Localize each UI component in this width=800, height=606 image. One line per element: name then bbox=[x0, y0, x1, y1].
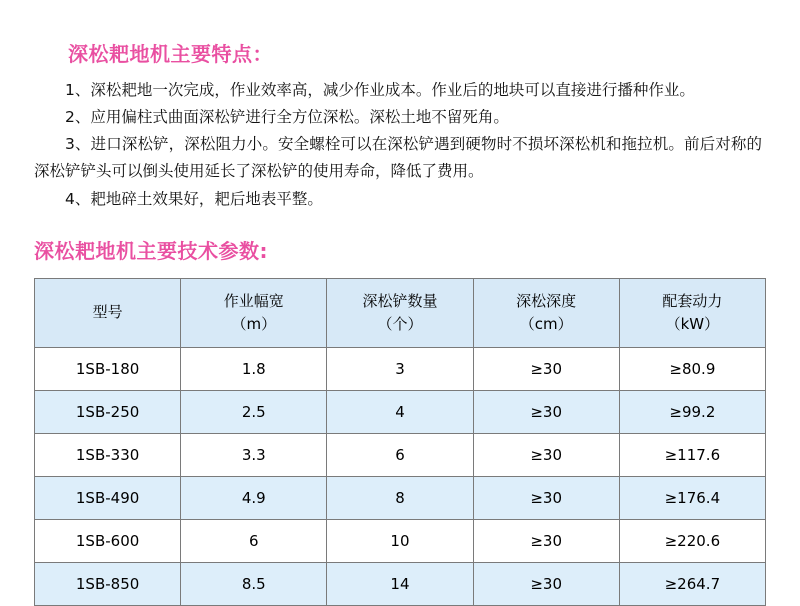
feature-paragraph-4 bbox=[34, 186, 766, 213]
feature-paragraph-1 bbox=[34, 77, 766, 104]
cell-depth: ≥30 bbox=[473, 476, 619, 519]
cell-power: ≥264.7 bbox=[619, 562, 765, 605]
column-header-power bbox=[619, 278, 765, 347]
column-header-depth-unit: （cm） bbox=[519, 314, 573, 333]
cell-model: 1SB-600 bbox=[35, 519, 181, 562]
cell-working-width: 6 bbox=[181, 519, 327, 562]
table-row bbox=[35, 562, 766, 605]
column-header-depth bbox=[473, 278, 619, 347]
table-body bbox=[35, 347, 766, 605]
cell-depth: ≥30 bbox=[473, 519, 619, 562]
column-header-working-width bbox=[181, 278, 327, 347]
cell-depth: ≥30 bbox=[473, 562, 619, 605]
column-header-depth-name: 深松深度 bbox=[516, 292, 577, 311]
cell-working-width: 4.9 bbox=[181, 476, 327, 519]
features-heading: 深松耙地机主要特点： bbox=[68, 42, 273, 66]
cell-shovel-count: 14 bbox=[327, 562, 473, 605]
column-header-model-name: 型号 bbox=[92, 303, 123, 322]
cell-shovel-count: 6 bbox=[327, 433, 473, 476]
table-row bbox=[35, 519, 766, 562]
cell-shovel-count: 4 bbox=[327, 390, 473, 433]
feature-paragraph-2 bbox=[34, 104, 766, 131]
feature-text-1: 1、深松耙地一次完成，作业效率高，减少作业成本。作业后的地块可以直接进行播种作业。 bbox=[65, 81, 695, 99]
column-header-model bbox=[35, 278, 181, 347]
column-header-shovel-count-name: 深松铲数量 bbox=[362, 292, 438, 311]
column-header-working-width-unit: （m） bbox=[231, 314, 277, 333]
column-header-shovel-count bbox=[327, 278, 473, 347]
cell-shovel-count: 3 bbox=[327, 347, 473, 390]
column-header-working-width-name: 作业幅宽 bbox=[223, 292, 284, 311]
cell-model: 1SB-490 bbox=[35, 476, 181, 519]
cell-working-width: 1.8 bbox=[181, 347, 327, 390]
specifications-table bbox=[34, 278, 766, 606]
cell-depth: ≥30 bbox=[473, 433, 619, 476]
cell-power: ≥220.6 bbox=[619, 519, 765, 562]
cell-shovel-count: 10 bbox=[327, 519, 473, 562]
table-row bbox=[35, 476, 766, 519]
column-header-power-name: 配套动力 bbox=[662, 292, 723, 311]
cell-working-width: 8.5 bbox=[181, 562, 327, 605]
feature-text-2: 2、应用偏柱式曲面深松铲进行全方位深松。深松土地不留死角。 bbox=[65, 108, 509, 127]
feature-text-4: 4、耙地碎土效果好，耙后地表平整。 bbox=[65, 189, 323, 208]
cell-power: ≥80.9 bbox=[619, 347, 765, 390]
cell-power: ≥99.2 bbox=[619, 390, 765, 433]
feature-paragraph-3 bbox=[34, 131, 766, 185]
cell-power: ≥176.4 bbox=[619, 476, 765, 519]
cell-working-width: 2.5 bbox=[181, 390, 327, 433]
table-header bbox=[35, 278, 766, 347]
table-row bbox=[35, 433, 766, 476]
specs-heading: 深松耙地机主要技术参数: bbox=[34, 238, 268, 263]
table-row bbox=[35, 390, 766, 433]
cell-model: 1SB-180 bbox=[35, 347, 181, 390]
cell-model: 1SB-330 bbox=[35, 433, 181, 476]
table-row bbox=[35, 347, 766, 390]
feature-text-3: 3、进口深松铲，深松阻力小。安全螺栓可以在深松铲遇到硬物时不损坏深松机和拖拉机。前后对称的深松铲铲头可以倒头使用延长了深松铲的使用寿命，降低了费用。 bbox=[34, 135, 762, 181]
cell-model: 1SB-250 bbox=[35, 390, 181, 433]
cell-working-width: 3.3 bbox=[181, 433, 327, 476]
table-header-row bbox=[35, 278, 766, 347]
cell-model: 1SB-850 bbox=[35, 562, 181, 605]
cell-depth: ≥30 bbox=[473, 390, 619, 433]
column-header-shovel-count-unit: （个） bbox=[377, 314, 423, 333]
cell-power: ≥117.6 bbox=[619, 433, 765, 476]
cell-shovel-count: 8 bbox=[327, 476, 473, 519]
column-header-power-unit: （kW） bbox=[665, 314, 720, 333]
cell-depth: ≥30 bbox=[473, 347, 619, 390]
